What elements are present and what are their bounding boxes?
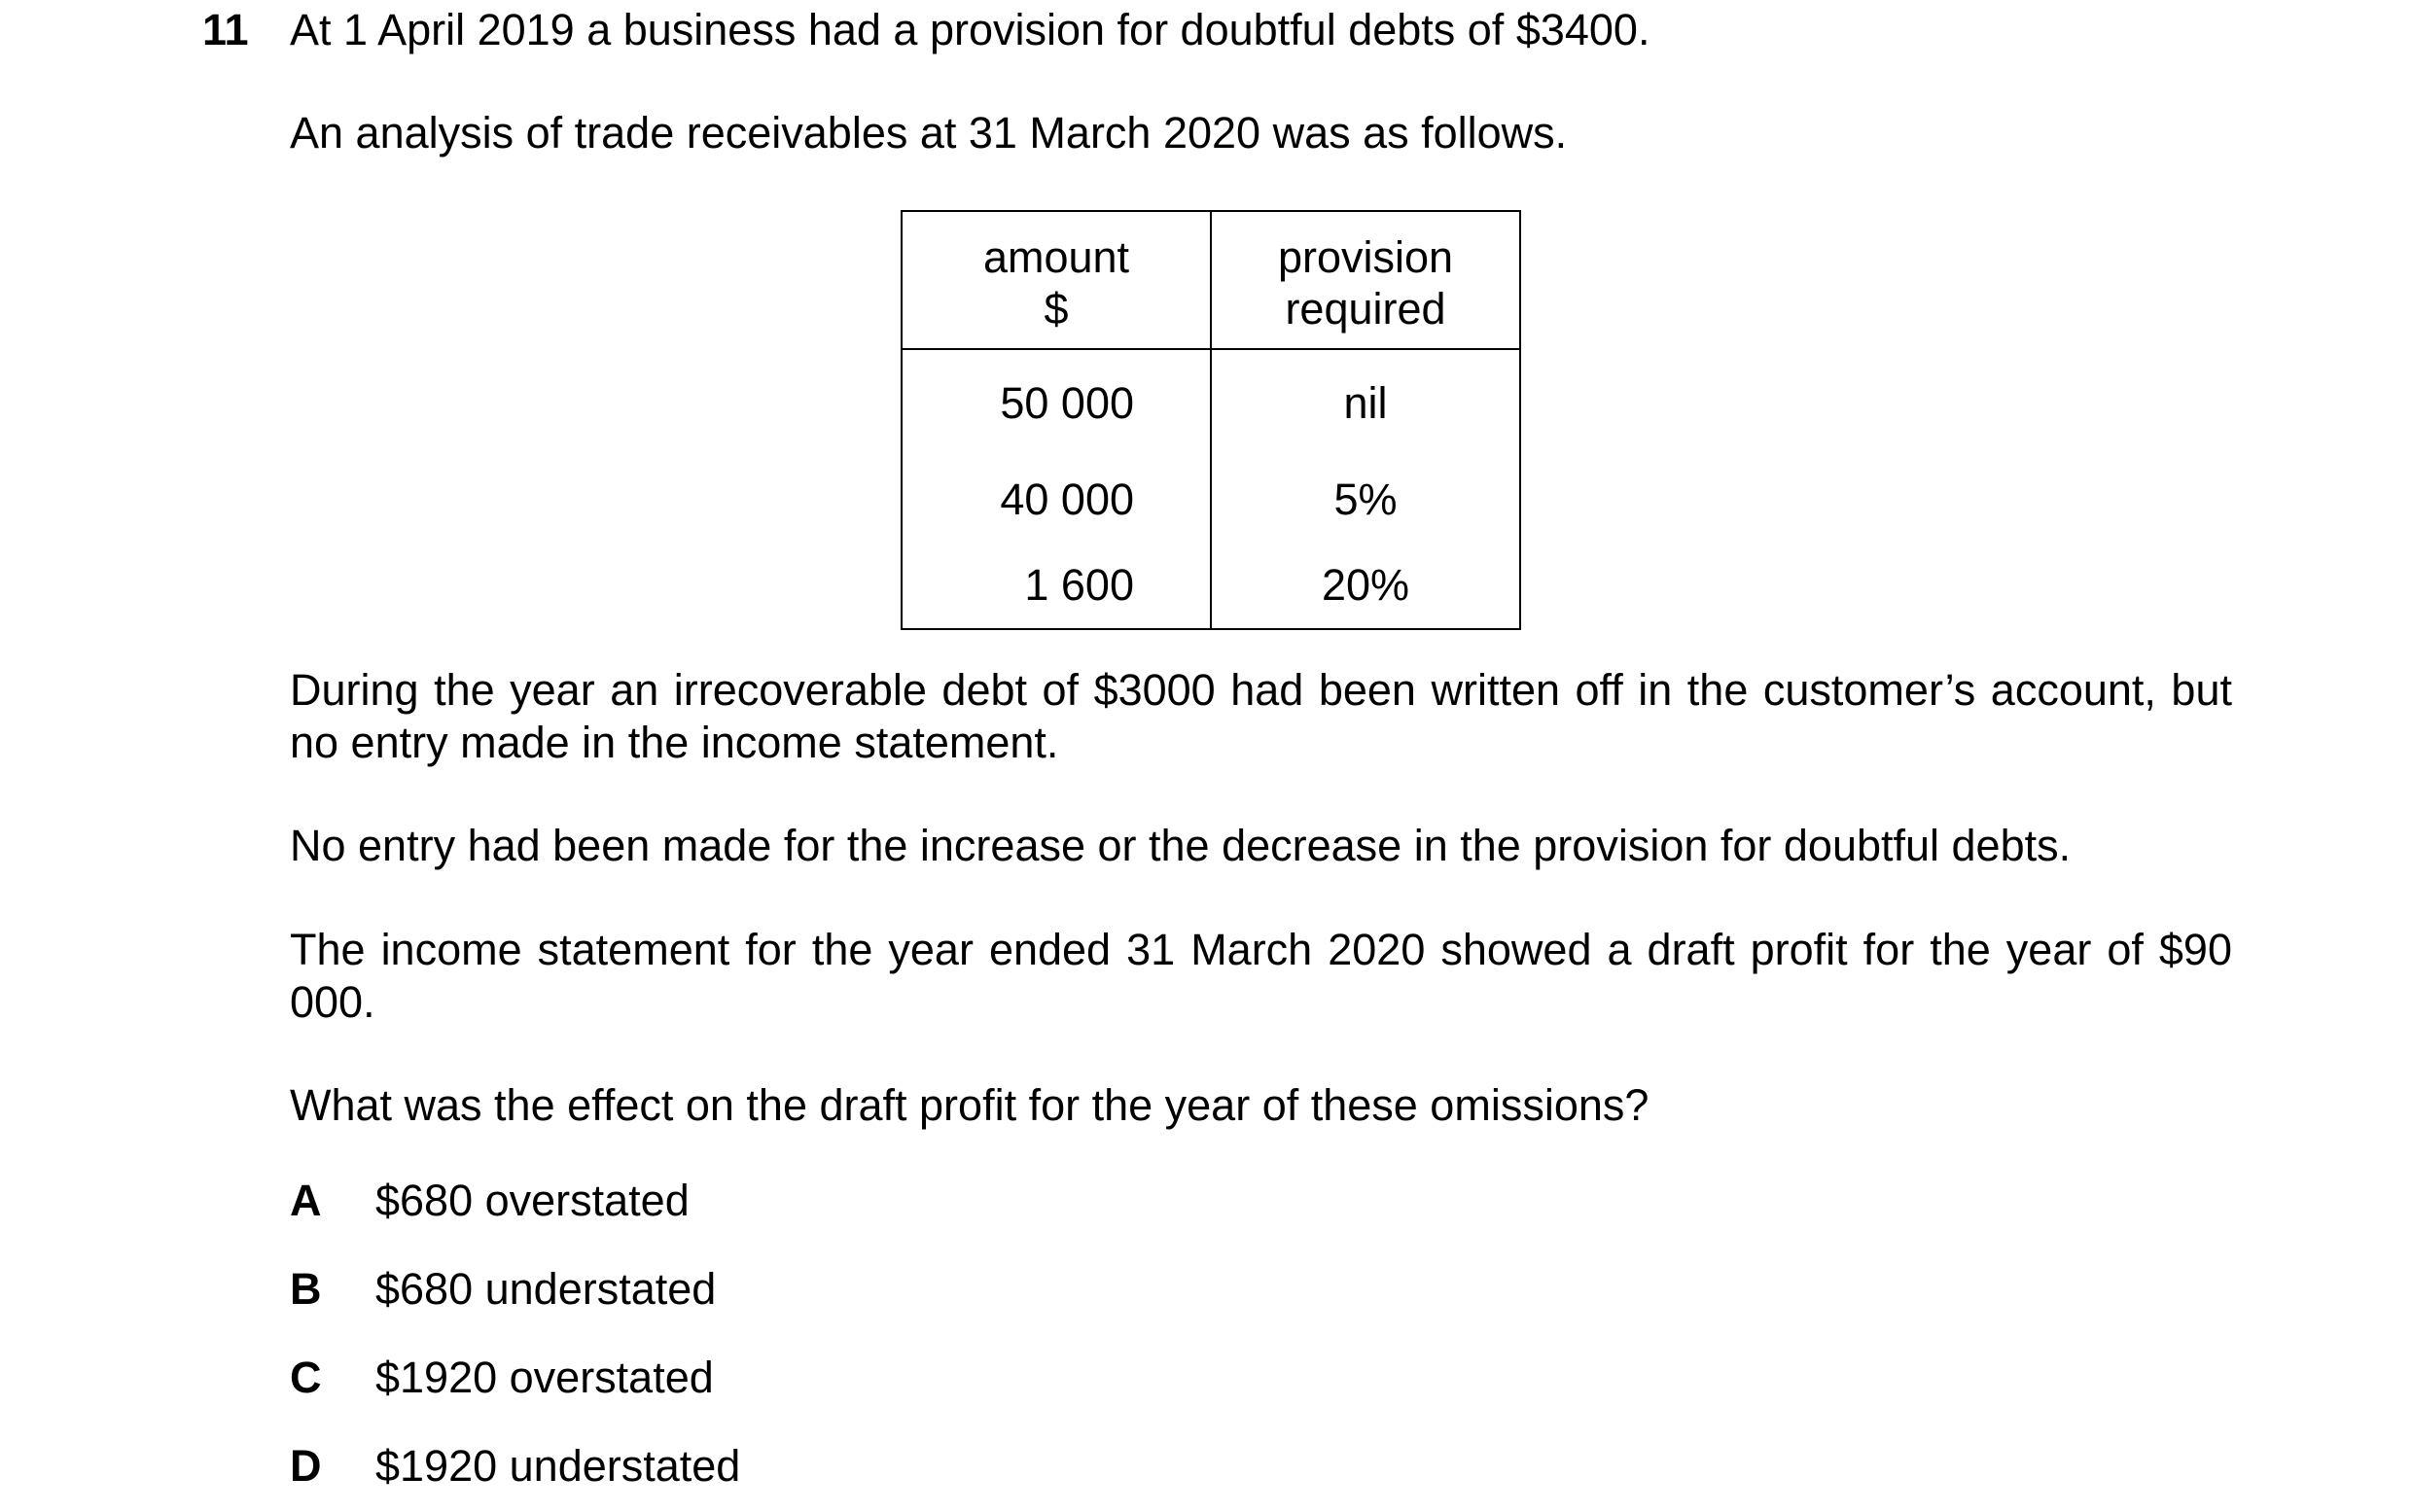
option-letter: A (290, 1176, 322, 1225)
option-d[interactable] (290, 1440, 740, 1493)
question-prompt: What was the effect on the draft profit for the year of these omissions? (290, 1080, 1649, 1130)
paragraph-draft-profit: The income statement for the year ended 31 March 2020 showed a draft profit for the year of $90 000. (290, 925, 2232, 1027)
header-provision (1211, 211, 1520, 349)
option-b[interactable] (290, 1263, 716, 1316)
option-c[interactable] (290, 1352, 714, 1404)
table-header-row (902, 211, 1520, 349)
header-amount-label: amount (982, 232, 1130, 282)
amount-cell (902, 457, 1211, 543)
provision-cell: 5% (1211, 457, 1520, 543)
table-row (902, 543, 1520, 629)
question-number: 11 (202, 5, 249, 54)
option-text: $680 understated (375, 1264, 717, 1314)
option-text: $1920 understated (375, 1441, 741, 1491)
header-amount-unit: $ (1044, 284, 1069, 334)
option-letter: B (290, 1264, 322, 1314)
amount-value: 1 600 (1024, 560, 1134, 610)
header-provision-label: provision (1277, 232, 1454, 282)
analysis-intro: An analysis of trade receivables at 31 March 2020 was as follows. (290, 108, 1568, 158)
amount-cell (902, 349, 1211, 457)
amount-value: 50 000 (1000, 378, 1134, 428)
provision-cell: 20% (1211, 543, 1520, 629)
option-text: $680 overstated (375, 1176, 690, 1225)
amount-value: 40 000 (1000, 475, 1134, 524)
option-letter: C (290, 1353, 322, 1402)
paragraph-irrecoverable-debt: During the year an irrecoverable debt of $3000 had been written off in the customer’s account, but no entry made in the income statement. (290, 665, 2232, 767)
receivables-table (901, 210, 1521, 630)
question-intro: At 1 April 2019 a business had a provision for doubtful debts of $3400. (290, 5, 1650, 54)
table-row (902, 457, 1520, 543)
header-provision-label-2: required (1285, 284, 1446, 334)
table-row (902, 349, 1520, 457)
provision-cell: nil (1211, 349, 1520, 457)
paragraph-no-entry: No entry had been made for the increase or the decrease in the provision for doubtful debts. (290, 821, 2072, 870)
option-text: $1920 overstated (375, 1353, 714, 1402)
option-a[interactable] (290, 1175, 690, 1227)
amount-cell (902, 543, 1211, 629)
header-amount (902, 211, 1211, 349)
option-letter: D (290, 1441, 322, 1491)
